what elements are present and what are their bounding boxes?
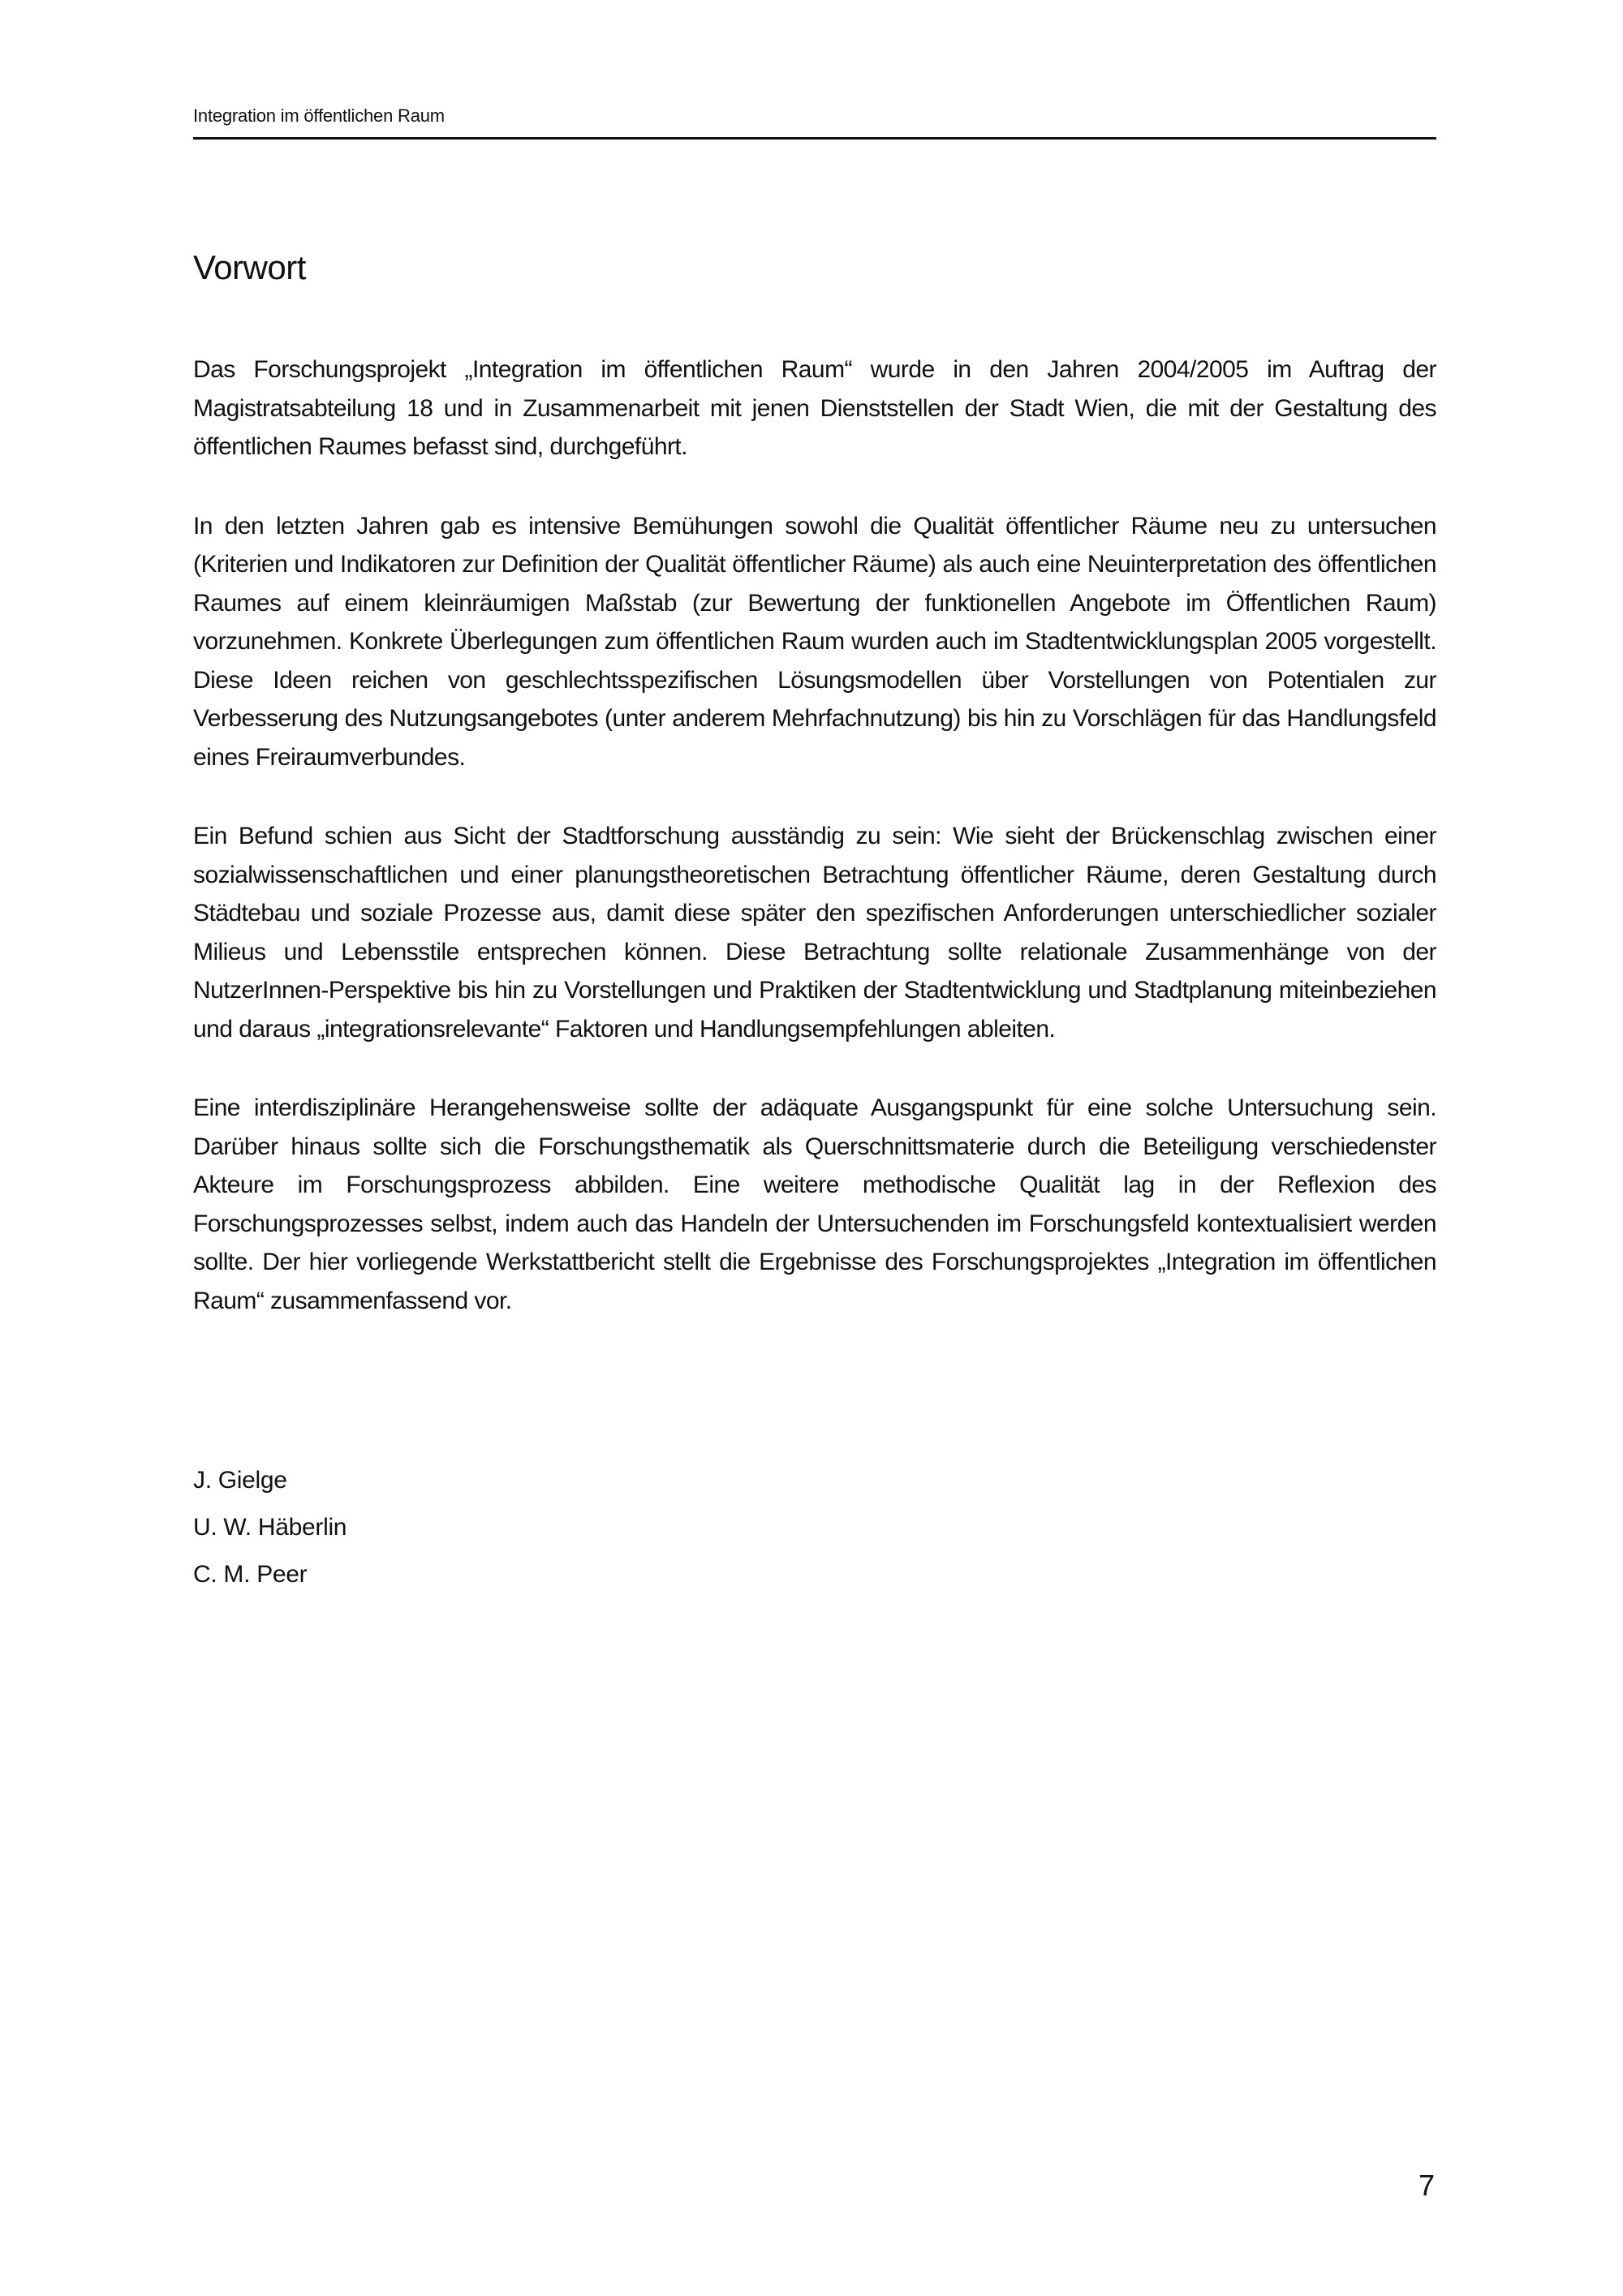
paragraph-2: In den letzten Jahren gab es intensive Bemühungen sowohl die Qualität öffentlicher Räume neu zu untersuchen (Kriterien und Indikatoren zur Definition der Qualität öffentlicher Räume) als auch eine Neuinterpretation des öffentlichen Raumes auf einem kleinräumigen Maßstab (zur Bewertung der funktionellen Angebote im Öffentlichen Raum) vorzunehmen. Konkrete Überlegungen zum öffentlichen Raum wurden auch im Stadtentwicklungsplan 2005 vorgestellt. Diese Ideen reichen von geschlechtsspezifischen Lösungsmodellen über Vorstellungen von Potentialen zur Verbesserung des Nutzungsangebotes (unter anderem Mehrfachnutzung) bis hin zu Vorschlägen für das Handlungsfeld eines Freiraumverbundes. xyxy=(193,512,1436,771)
body-text xyxy=(193,350,1436,1361)
paragraph-3: Ein Befund schien aus Sicht der Stadtforschung ausständig zu sein: Wie sieht der Brückenschlag zwischen einer sozialwissenschaftlichen und einer planungstheoretischen Betrachtung öffentlicher Räume, deren Gestaltung durch Städtebau und soziale Prozesse aus, damit diese später den spezifischen Anforderungen unterschiedlicher sozialer Milieus und Lebensstile entsprechen können. Diese Betrachtung sollte relationale Zusammenhänge von der NutzerInnen-Perspektive bis hin zu Vorstellungen und Praktiken der Stadtentwicklung und Stadtplanung miteinbeziehen und daraus „integrationsrelevante“ Faktoren und Handlungsempfehlungen ableiten. xyxy=(193,823,1436,1043)
page-number: 7 xyxy=(1418,2169,1435,2202)
header-divider xyxy=(193,137,1436,140)
paragraph-4: Eine interdisziplinäre Herangehensweise sollte der adäquate Ausgangspunkt für eine solche Untersuchung sein. Darüber hinaus sollte sich die Forschungsthematik als Querschnittsmaterie durch die Beteiligung verschiedenster Akteure im Forschungsprozess abbilden. Eine weitere methodische Qualität lag in der Reflexion des Forschungsprozesses selbst, indem auch das Handeln der Untersuchenden im Forschungsfeld kontextualisiert werden sollte. Der hier vorliegende Werkstattbericht stellt die Ergebnisse des Forschungsprojektes „Integration im öffentlichen Raum“ zusammenfassend vor. xyxy=(193,1094,1436,1314)
page-title: Vorwort xyxy=(193,248,306,286)
paragraph-1: Das Forschungsprojekt „Integration im öffentlichen Raum“ wurde in den Jahren 2004/2005 im Auftrag der Magistratsabteilung 18 und in Zusammenarbeit mit jenen Dienststellen der Stadt Wien, die mit der Gestaltung des öffentlichen Raumes befasst sind, durchgeführt. xyxy=(193,356,1436,460)
author-name: C. M. Peer xyxy=(193,1561,308,1588)
author-name: J. Gielge xyxy=(193,1467,287,1494)
author-name: U. W. Häberlin xyxy=(193,1514,347,1541)
author-list xyxy=(193,1457,347,1598)
running-header: Integration im öffentlichen Raum xyxy=(193,105,445,126)
